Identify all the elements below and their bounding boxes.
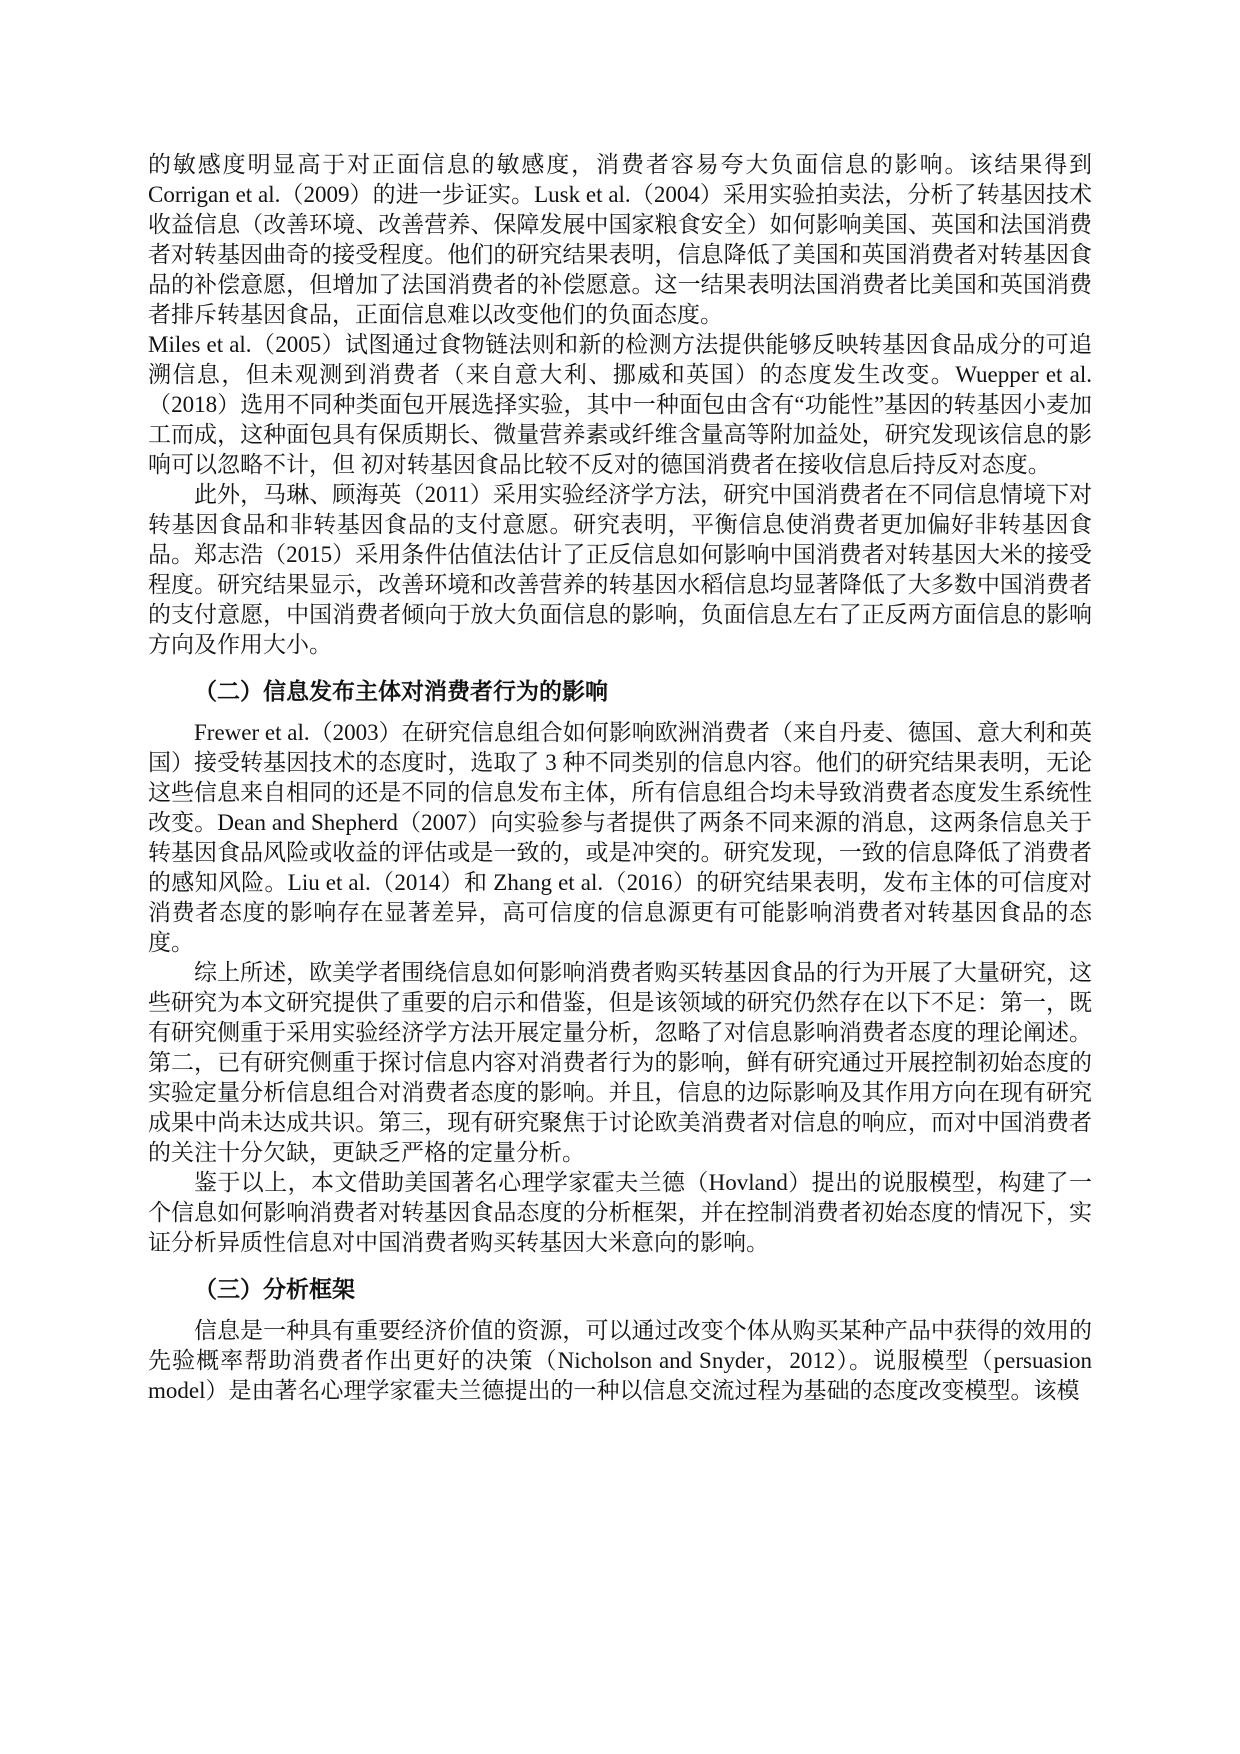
paragraph: Frewer et al.（2003）在研究信息组合如何影响欧洲消费者（来自丹麦、德国、意大利和英国）接受转基因技术的态度时，选取了 3 种不同类别的信息内容。他们的研究结果表明，无论这些信息来自相同的还是不同的信息发布主体，所有信息组合均未导致消费者态度发生系统性改变。Dean and Shepherd（2007）向实验参与者提供了两条不同来源的消息，这两条信息关于转基因食品风险或收益的评估或是一致的，或是冲突的。研究发现，一致的信息降低了消费者的感知风险。Liu et al.（2014）和 Zhang et al.（2016）的研究结果表明，发布主体的可信度对消费者态度的影响存在显著差异，高可信度的信息源更有可能影响消费者对转基因食品的态度。 [148,720,1092,955]
paragraph: Miles et al.（2005）试图通过食物链法则和新的检测方法提供能够反映转基因食品成分的可追溯信息，但未观测到消费者（来自意大利、挪威和英国）的态度发生改变。Wuepper et al.（2018）选用不同种类面包开展选择实验，其中一种面包由含有“功能性”基因的转基因小麦加工而成，这种面包具有保质期长、微量营养素或纤维含量高等附加益处，研究发现该信息的影响可以忽略不计，但 初对转基因食品比较不反对的德国消费者在接收信息后持反对态度。 [148,332,1092,477]
paragraph: 的敏感度明显高于对正面信息的敏感度，消费者容易夸大负面信息的影响。该结果得到 Corrigan et al.（2009）的进一步证实。Lusk et al.（2004）采用实验拍卖法，分析了转基因技术收益信息（改善环境、改善营养、保障发展中国家粮食安全）如何影响美国、英国和法国消费者对转基因曲奇的接受程度。他们的研究结果表明，信息降低了美国和英国消费者对转基因食品的补偿意愿，但增加了法国消费者的补偿愿意。这一结果表明法国消费者比美国和英国消费者排斥转基因食品，正面信息难以改变他们的负面态度。 [148,152,1092,327]
section-heading: （三）分析框架 [194,1276,355,1302]
paragraph: 信息是一种具有重要经济价值的资源，可以通过改变个体从购买某种产品中获得的效用的先验概率帮助消费者作出更好的决策（Nicholson and Snyder，2012）。说服模型（persuasion model）是由著名心理学家霍夫兰德提出的一种以信息交流过程为基础的态度改变模型。该模 [148,1318,1092,1403]
document-body-text [148,150,1092,1406]
paragraph: 此外，马琳、顾海英（2011）采用实验经济学方法，研究中国消费者在不同信息情境下对转基因食品和非转基因食品的支付意愿。研究表明，平衡信息使消费者更加偏好非转基因食品。郑志浩（2015）采用条件估值法估计了正反信息如何影响中国消费者对转基因大米的接受程度。研究结果显示，改善环境和改善营养的转基因水稻信息均显著降低了大多数中国消费者的支付意愿，中国消费者倾向于放大负面信息的影响，负面信息左右了正反两方面信息的影响方向及作用大小。 [148,482,1092,657]
paragraph: 鉴于以上，本文借助美国著名心理学家霍夫兰德（Hovland）提出的说服模型，构建了一个信息如何影响消费者对转基因食品态度的分析框架，并在控制消费者初始态度的情况下，实证分析异质性信息对中国消费者购买转基因大米意向的影响。 [148,1170,1092,1255]
section-heading: （二）信息发布主体对消费者行为的影响 [194,678,608,704]
paragraph: 综上所述，欧美学者围绕信息如何影响消费者购买转基因食品的行为开展了大量研究，这些研究为本文研究提供了重要的启示和借鉴，但是该领域的研究仍然存在以下不足：第一，既有研究侧重于采用实验经济学方法开展定量分析，忽略了对信息影响消费者态度的理论阐述。第二，已有研究侧重于探讨信息内容对消费者行为的影响，鲜有研究通过开展控制初始态度的实验定量分析信息组合对消费者态度的影响。并且，信息的边际影响及其作用方向在现有研究成果中尚未达成共识。第三，现有研究聚焦于讨论欧美消费者对信息的响应，而对中国消费者的关注十分欠缺，更缺乏严格的定量分析。 [148,960,1092,1165]
